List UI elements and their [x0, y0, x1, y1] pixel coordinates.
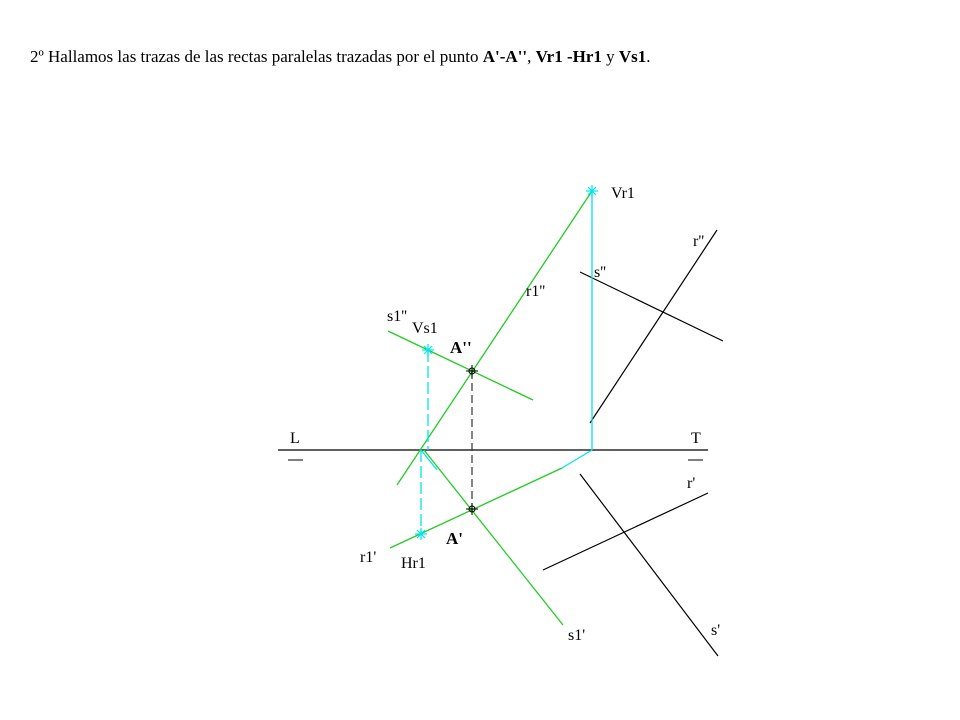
- point-a-double-prime: [466, 365, 478, 377]
- cyan-r1-prime-extension: [562, 450, 592, 468]
- label-a-double-prime: A'': [450, 338, 472, 357]
- label-r-prime: r': [687, 475, 696, 492]
- trace-point-vr1: [586, 185, 598, 197]
- label-ground-line-t: T: [691, 430, 701, 447]
- label-r1-double-prime: r1'': [526, 283, 546, 300]
- line-r-prime: [543, 493, 708, 570]
- label-r-double-prime: r'': [693, 233, 705, 250]
- label-ground-line-l: L: [290, 430, 300, 447]
- line-r1-prime: [390, 468, 562, 548]
- cyan-s1-extension: [421, 450, 437, 470]
- caption-sep-2: y: [601, 47, 619, 66]
- line-s-prime: [580, 474, 721, 656]
- line-s-double-prime: [580, 272, 723, 341]
- label-hr1: Hr1: [401, 555, 426, 572]
- label-s1-double-prime: s1'': [387, 308, 407, 325]
- caption-text: 2º Hallamos las trazas de las rectas paralelas trazadas por el punto: [30, 47, 483, 66]
- label-s-double-prime: s'': [594, 264, 606, 281]
- label-a-prime: A': [446, 529, 463, 548]
- caption-end: .: [646, 47, 651, 66]
- caption-bold-vr1-hr1: Vr1 -Hr1: [535, 47, 602, 66]
- label-vs1: Vs1: [412, 320, 438, 337]
- line-s1-prime: [424, 450, 563, 625]
- caption-bold-a: A'-A'': [482, 47, 528, 66]
- trace-point-vs1: [422, 344, 434, 356]
- trace-point-hr1: [415, 528, 427, 540]
- line-r1-double-prime: [397, 191, 592, 485]
- label-s1-prime: s1': [568, 627, 586, 644]
- caption-sep-1: ,: [527, 47, 536, 66]
- label-r1-prime: r1': [360, 549, 377, 566]
- caption-bold-vs1: Vs1: [618, 47, 647, 66]
- label-s-prime: s': [711, 622, 721, 639]
- line-r-double-prime: [590, 230, 717, 423]
- label-vr1: Vr1: [611, 185, 635, 202]
